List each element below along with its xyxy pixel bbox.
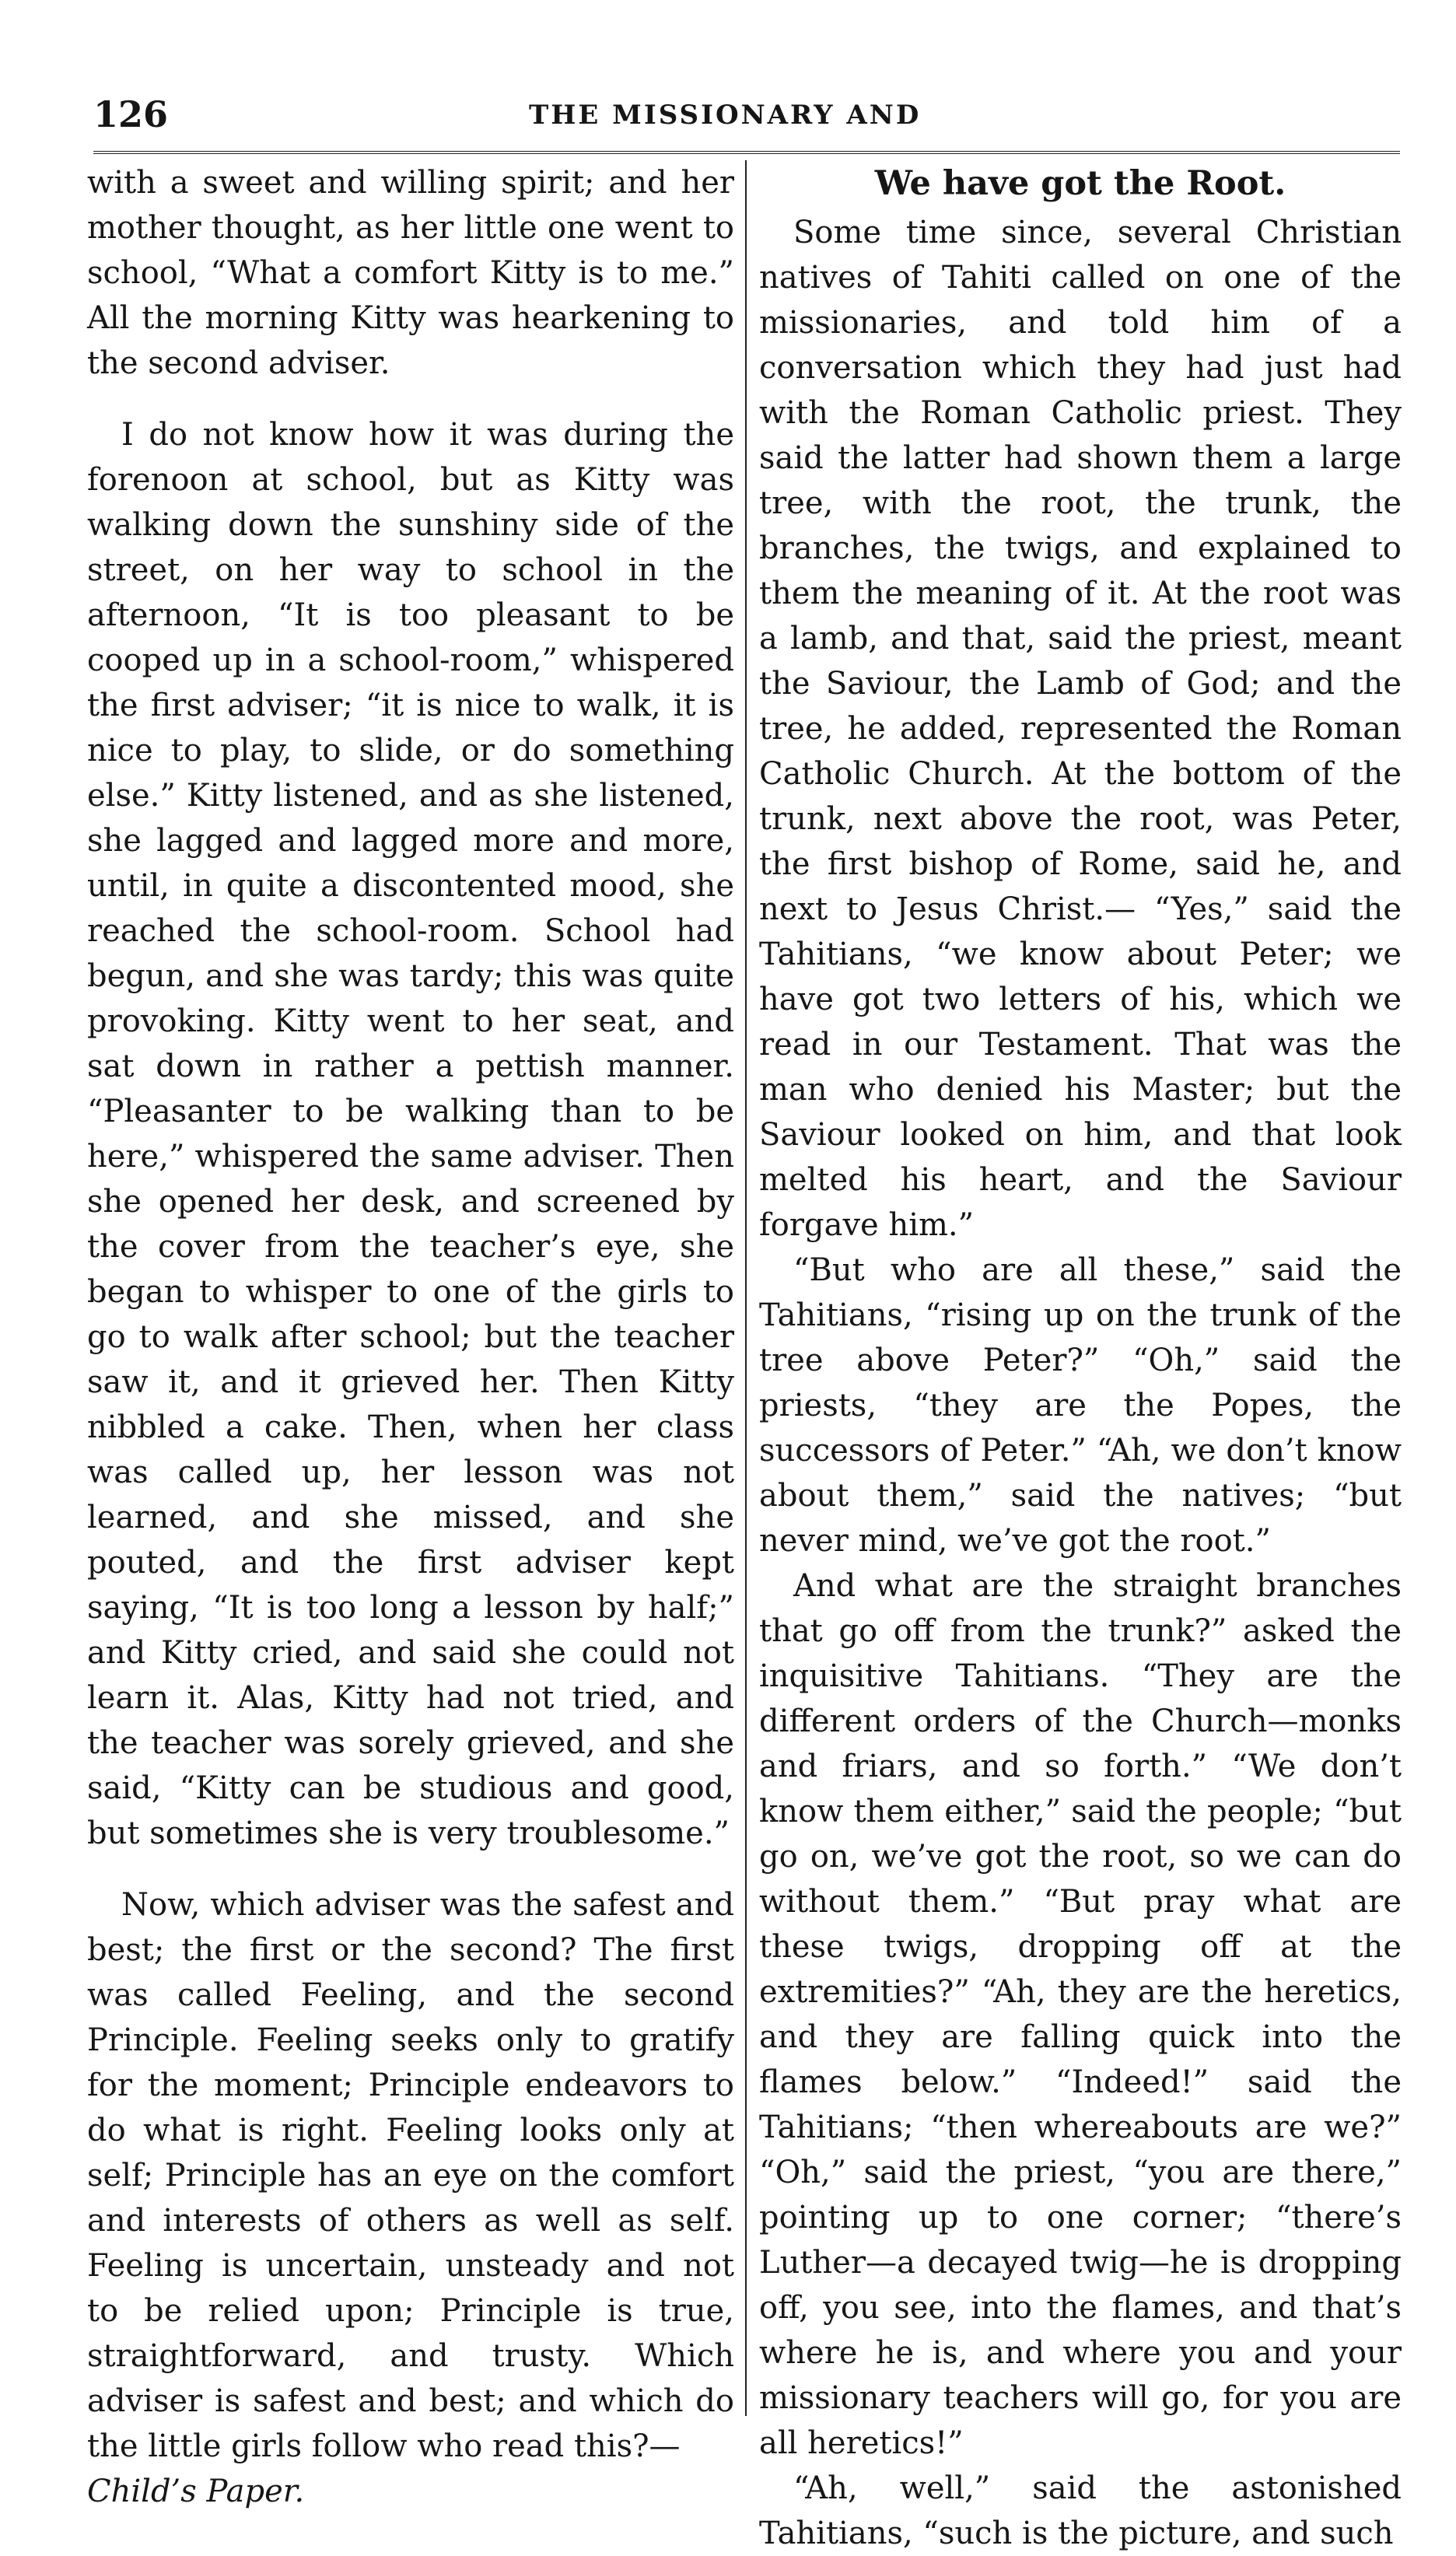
source-citation: Child’s Paper. xyxy=(87,2474,305,2509)
right-column xyxy=(759,160,1402,2551)
paragraph: And what are the straight branches that go off from the trunk?” asked the inquisitive Tahitians. “They are the different orders of the Church—monks and friars, and so forth.” “We don’t know them either,” said the people; “but go on, we’ve got the root, so we can do without them.” “But pray what are these twigs, dropping off at the extremities?” “Ah, they are the heretics, and they are falling quick into the flames below.” “Indeed!” said the Tahitians; “then whereabouts are we?” “Oh,” said the priest, “you are there,” pointing up to one corner; “there’s Luther—a decayed twig—he is dropping off, you see, into the flames, and that’s where he is, and where you and your missionary teachers will go, for you are all heretics!” xyxy=(759,1568,1402,2461)
paragraph: I do not know how it was during the forenoon at school, but as Kitty was walking down the sunshiny side of the street, on her way to school in the afternoon, “It is too pleasant to be cooped up in a school-room,” whispered the first adviser; “it is nice to walk, it is nice to play, to slide, or do something else.” Kitty listened, and as she listened, she lagged and lagged more and more, until, in quite a discontented mood, she reached the school-room. School had begun, and she was tardy; this was quite provoking. Kitty went to her seat, and sat down in rather a pettish manner. “Pleasanter to be walking than to be here,” whispered the same adviser. Then she opened her desk, and screened by the cover from the teacher’s eye, she began to whisper to one of the girls to go to walk after school; but the teacher saw it, and it grieved her. Then Kitty nibbled a cake. Then, when her class was called up, her lesson was not learned, and she missed, and she pouted, and the first adviser kept saying, “It is too long a lesson by half;” and Kitty cried, and said she could not learn it. Alas, Kitty had not tried, and the teacher was sorely grieved, and she said, “Kitty can be studious and good, but sometimes she is very troublesome.” xyxy=(87,417,734,1851)
header-rule xyxy=(93,151,1400,154)
paragraph: with a sweet and willing spirit; and her mother thought, as her little one went to school, “What a comfort Kitty is to me.” All the morning Kitty was hearkening to the second adviser. xyxy=(87,165,734,381)
page-header xyxy=(93,92,1400,146)
column-divider xyxy=(745,160,747,2416)
article-title: We have got the Root. xyxy=(874,164,1286,203)
paragraph: Now, which adviser was the safest and best; the first or the second? The first was called Feeling, and the second Principle. Feeling seeks only to gratify for the moment; Principle endeavors to do what is right. Feeling looks only at self; Principle has an eye on the comfort and interests of others as well as self. Feeling is uncertain, unsteady and not to be relied upon; Principle is true, straightforward, and trusty. Which adviser is safest and best; and which do the little girls follow who read this?— xyxy=(87,1887,734,2464)
paragraph: “Ah, well,” said the astonished Tahitians, “such is the picture, and such xyxy=(759,2470,1402,2551)
left-column xyxy=(87,160,734,2509)
page-number: 126 xyxy=(93,93,169,135)
paragraph: Some time since, several Christian natives of Tahiti called on one of the missionaries, and told him of a conversation which they had just had with the Roman Catholic priest. They said the latter had shown them a large tree, with the root, the trunk, the branches, the twigs, and explained to them the meaning of it. At the root was a lamb, and that, said the priest, meant the Saviour, the Lamb of God; and the tree, he added, represented the Roman Catholic Church. At the bottom of the trunk, next above the root, was Peter, the first bishop of Rome, said he, and next to Jesus Christ.— “Yes,” said the Tahitians, “we know about Peter; we have got two letters of his, which we read in our Testament. That was the man who denied his Master; but the Saviour looked on him, and that look melted his heart, and the Saviour forgave him.” xyxy=(759,215,1402,1243)
running-title: THE MISSIONARY AND xyxy=(529,100,922,131)
paragraph: “But who are all these,” said the Tahitians, “rising up on the trunk of the tree above Peter?” “Oh,” said the priests, “they are the Popes, the successors of Peter.” “Ah, we don’t know about them,” said the natives; “but never mind, we’ve got the root.” xyxy=(759,1252,1402,1559)
